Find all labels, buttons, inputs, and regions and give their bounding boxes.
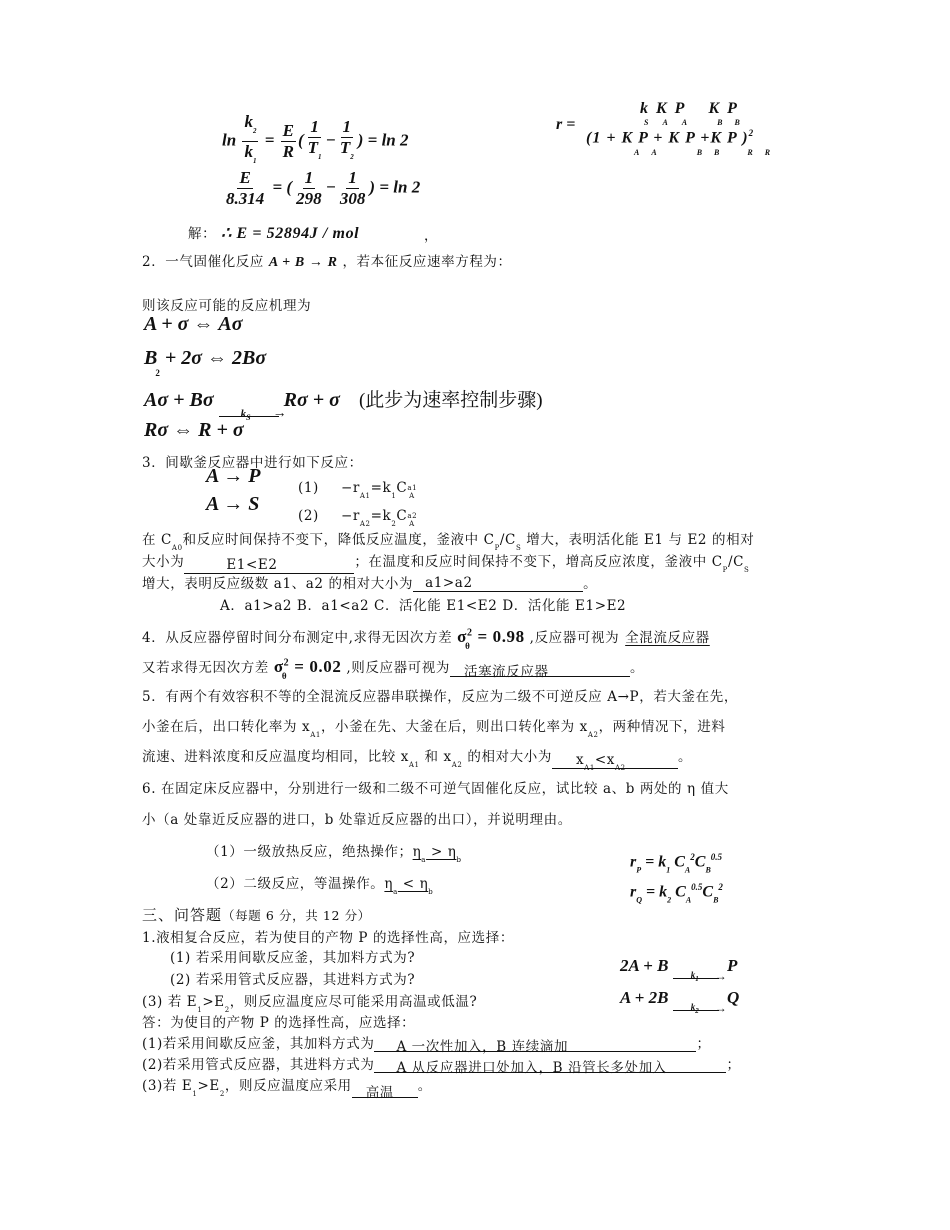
solution-comma: ， (424, 228, 439, 244)
solution-value: ∴ E = 52894J / mol (221, 225, 360, 242)
q6-line-2: 小（a 处靠近反应器的进口，b 处靠近反应器的出口），并说明理由。 (142, 812, 572, 828)
section-3-title: 三、问答题 (142, 906, 223, 924)
q3-text-line-1: 在 $C_{A0}$和反应时间保持不变下，降低反应温度，釜液中 $C_P/C_S$ 增大，表明活化能 E1 与 E2 的相对 (142, 532, 755, 552)
q2-line: 2．一气固催化反应 A + B → R ，若本征反应速率方程为： (142, 254, 512, 270)
qa1-sub-3: (3) 若 $E_1>E_2$，则反应温度应尽可能采用高温或低温? (142, 994, 478, 1014)
q4-line-2: 又若求得无因次方差 $\sigma^2$ θ = 0.02 ,则反应器可视为 活塞流反应器 。 (142, 657, 645, 681)
inv-308: $\frac{1}{308}$ (339, 168, 366, 208)
q5-line-2: 小釜在后，出口转化率为 $x_{A1}$，小釜在先、大釜在后，则出口转化率为 $x_{A2}$，两种情况下，进料 (142, 719, 726, 739)
ln-text: ln (222, 130, 237, 150)
inv-t2: $\frac{1}{T_2}$ (339, 116, 354, 161)
q6-item-2: （2）二级反应，等温操作。$\eta_a < \eta_b$ (206, 876, 434, 896)
rate-denominator-subs: A A B B R R (634, 148, 771, 157)
q3-reaction-2: A → S (206, 493, 260, 515)
q6-item-1: （1）一级放热反应，绝热操作；$\eta_a > \eta_b$ (206, 844, 462, 864)
q3-rate-1: $(1) -r_{A1}=k_1C^{a1}_A$ (298, 480, 418, 500)
q3-title: 3．间歇釜反应器中进行如下反应： (142, 455, 363, 471)
q3-answer-1: E1<E2 (226, 557, 278, 573)
qa1-answer-1-text: A 一次性加入，B 连续滴加 (396, 1039, 569, 1055)
e-over-8314: $\frac{E}{8.314}$ (226, 168, 265, 208)
rate-control-note: (此步为速率控制步骤) (358, 390, 543, 411)
q3-text-line-3: 增大，表明反应级数 a1、a2 的相对大小为 a1>a2 。 (142, 575, 598, 592)
mechanism-step-4: Rσ ⇔ R + σ (144, 419, 244, 441)
q3-options: A．a1>a2 B．a1<a2 C．活化能 E1<E2 D．活化能 E1>E2 (220, 598, 627, 614)
qa1-sub-1: (1) 若采用间歇反应釜，其加料方式为? (170, 950, 416, 966)
q6-line-1: 6. 在固定床反应器中，分别进行一级和二级不可逆气固催化反应，试比较 a、b 两处的 η 值大 (142, 781, 729, 797)
qa1-answer-1: (1)若采用间歇反应釜，其加料方式为 A 一次性加入，B 连续滴加 ； (142, 1036, 711, 1055)
qa1-sub-2: (2) 若采用管式反应器，其进料方式为? (170, 972, 416, 988)
rate-rp: $r_P = k_1$ $C_A^2C_B^{0.5}$ (630, 852, 723, 875)
reaction-2a-b: 2A + B → $k_1$ P (620, 956, 738, 983)
solution-line (188, 222, 359, 243)
rate-rq: $r_Q = k_2$ $C_A^{0.5}C_B^2$ (630, 882, 723, 905)
mechanism-step-1: A + σ ⇔ Aσ (144, 313, 243, 335)
qa1-answer-intro: 答：为使目的产物 P 的选择性高，应选择： (142, 1015, 416, 1031)
k-ratio: $\frac{k_2}{k_1}$ (244, 112, 257, 165)
q3-rate-2: $(2) -r_{A2}=k_2C^{a2}_A$ (298, 508, 418, 528)
q4-answer-1: 全混流反应器 (625, 630, 710, 646)
e-over-r: $\frac{E}{R}$ (282, 121, 294, 161)
q5-line-1: 5．有两个有效容积不等的全混流反应器串联操作，反应为二级不可逆反应 A→P，若大釜在先， (142, 689, 738, 705)
q3-answer-2: a1>a2 (425, 575, 473, 591)
q3-text-line-2: 大小为 E1<E2 ；在温度和反应时间保持不变下，增高反应浓度，釜液中 $C_P/C_S$ (142, 554, 750, 574)
reaction-a-2b: A + 2B → $k_2$ Q (620, 988, 740, 1015)
mechanism-intro: 则该反应可能的反应机理为 (142, 298, 312, 314)
q3-reaction-1: A → P (206, 465, 261, 487)
q4-variance-2: = 0.02 (294, 657, 342, 676)
rate-numerator: k K P K P (640, 100, 739, 117)
eq2-rhs: ) = ln 2 (369, 177, 421, 197)
rate-denominator: (1 + K P + K P +K P )$^2$ (586, 128, 755, 147)
arrhenius-equation: ln $\frac{k_2}{k_1}$ = $\frac{E}{R}$ ( $\frac{1}{T_1}$ − $\frac{1}{T_2}$ ) = ln 2 (222, 112, 409, 171)
inv-t1: $\frac{1}{T_1}$ (307, 116, 322, 161)
q4-line-1: 4．从反应器停留时间分布测定中,求得无因次方差 $\sigma^2$ θ = 0.98 ,反应器可视为 全混流反应器 (142, 627, 710, 651)
q2-reaction: A + B → R (268, 255, 338, 270)
rate-lhs: r = (556, 116, 576, 133)
eq1-rhs: ) = ln 2 (357, 130, 409, 150)
mechanism-step-2: $B_2 + 2\sigma$ ⇔ 2Bσ (144, 347, 267, 378)
qa1-answer-2-text: A 从反应器进口处加入，B 沿管长多处加入 (396, 1060, 667, 1076)
solution-prefix: 解： (188, 226, 217, 242)
q5-line-3: 流速、进料浓度和反应温度均相同，比较 $x_{A1}$ 和 $x_{A2}$ 的相对大小为 $x_{A1}<x_{A2}$。 (142, 749, 693, 772)
section-3-heading (142, 904, 371, 925)
inv-298: $\frac{1}{298}$ (296, 168, 322, 208)
qa1-answer-3: (3)若 $E_1>E_2$，则反应温度应采用 高温 。 (142, 1078, 432, 1101)
rate-numerator-subs: S A A B B (644, 118, 740, 127)
mechanism-step-3: Aσ + Bσ → $k_S$ Rσ + σ (此步为速率控制步骤) (144, 389, 543, 422)
qa1-answer-2: (2)若采用管式反应器，其进料方式为 A 从反应器进口处加入，B 沿管长多处加入 ； (142, 1057, 741, 1076)
q4-answer-2: 活塞流反应器 (463, 664, 549, 680)
section-3-note: （每题 6 分，共 12 分） (222, 908, 371, 923)
q4-variance-1: = 0.98 (477, 627, 525, 646)
qa1-answer-3-text: 高温 (365, 1085, 394, 1101)
numeric-equation: $\frac{E}{8.314}$ = ( $\frac{1}{298}$ − $\frac{1}{308}$ ) = ln 2 (226, 168, 421, 208)
qa1-question: 1.液相复合反应，若为使目的产物 P 的选择性高，应选择： (142, 930, 514, 946)
